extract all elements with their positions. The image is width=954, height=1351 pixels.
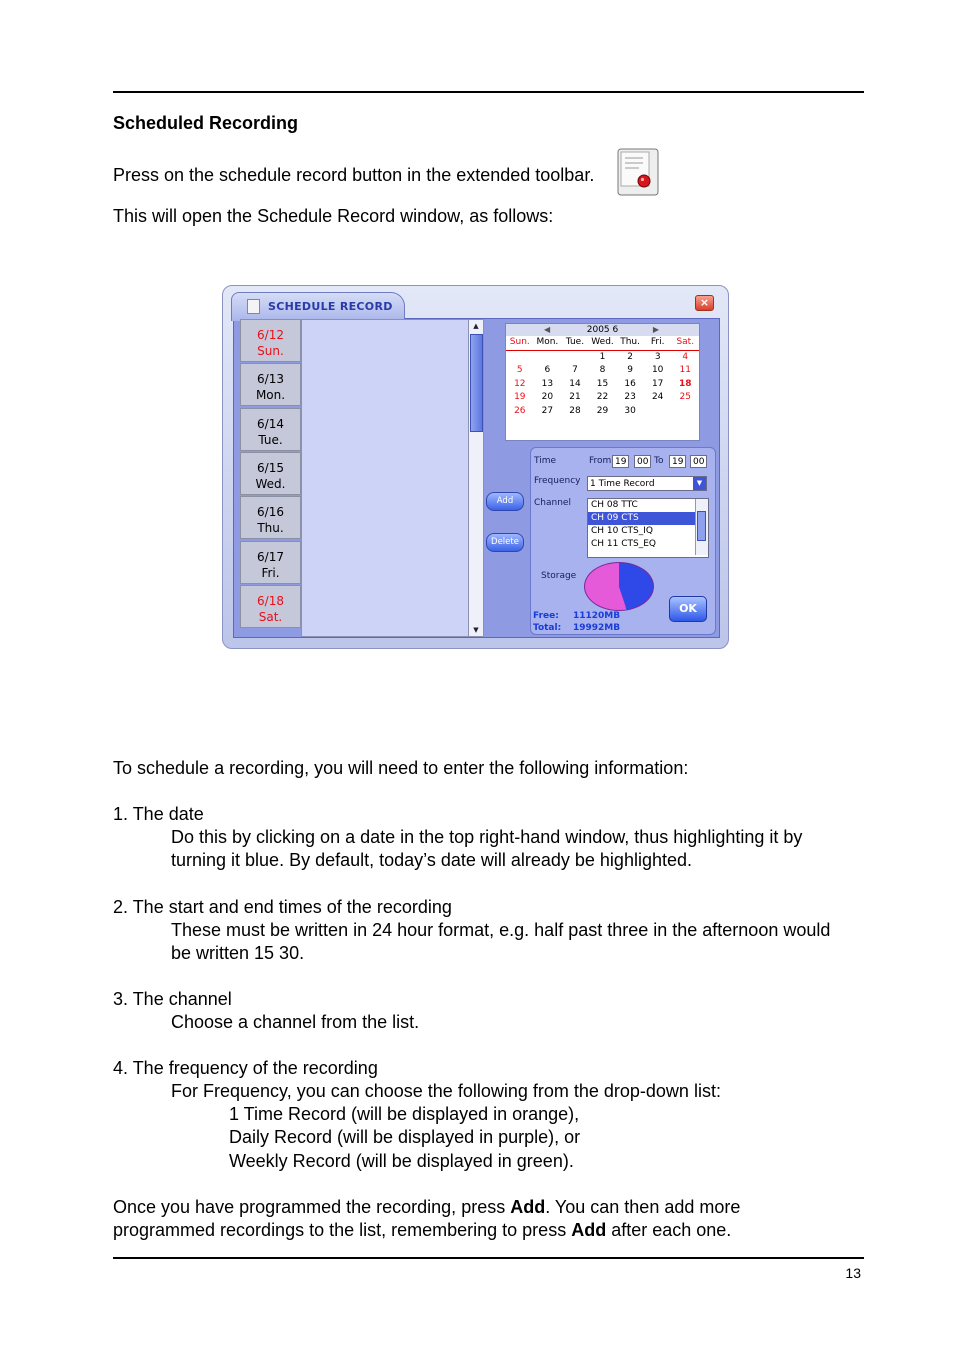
to-hour-input[interactable]: 19 bbox=[669, 455, 686, 468]
closing-add-1: Add bbox=[510, 1197, 546, 1217]
scroll-thumb[interactable] bbox=[470, 334, 483, 432]
time-label: Time bbox=[534, 456, 557, 466]
closing-text-c: programmed recordings to the list, remembering to press bbox=[113, 1220, 572, 1240]
item-2-line-1: These must be written in 24 hour format, e.g. half past three in the afternoon would bbox=[171, 920, 831, 940]
item-1-title: 1. The date bbox=[113, 804, 204, 824]
calendar-day[interactable]: 21 bbox=[569, 392, 581, 402]
calendar-week-row bbox=[506, 391, 699, 405]
scroll-down-icon[interactable]: ▼ bbox=[473, 626, 479, 634]
channel-list[interactable] bbox=[587, 498, 709, 558]
day-name: Tue. bbox=[258, 432, 283, 447]
calendar-day[interactable]: 9 bbox=[627, 365, 633, 375]
calendar-day[interactable]: 27 bbox=[541, 405, 554, 416]
day-date: 6/16 bbox=[257, 505, 284, 520]
calendar-day[interactable]: 28 bbox=[569, 405, 581, 416]
calendar-day[interactable]: 15 bbox=[596, 378, 609, 389]
calendar-day[interactable]: 26 bbox=[514, 405, 526, 416]
calendar-day[interactable]: 16 bbox=[624, 378, 636, 389]
record-settings-panel bbox=[530, 447, 716, 635]
day-date: 6/17 bbox=[257, 549, 284, 564]
weekday-label: Wed. bbox=[591, 337, 614, 347]
frequency-label: Frequency bbox=[534, 476, 581, 486]
prev-month-icon[interactable]: ◀ bbox=[544, 325, 551, 334]
day-name: Thu. bbox=[257, 521, 284, 536]
calendar-day[interactable]: 1 bbox=[599, 351, 606, 362]
closing-add-2: Add bbox=[571, 1220, 607, 1240]
closing-line-1 bbox=[113, 1196, 740, 1219]
item-3-title: 3. The channel bbox=[113, 989, 232, 1009]
day-tab[interactable] bbox=[240, 408, 301, 451]
day-tab[interactable] bbox=[240, 452, 301, 495]
schedule-record-window bbox=[222, 285, 729, 649]
calendar-weekday-row bbox=[506, 336, 699, 351]
calendar-day[interactable]: 25 bbox=[679, 392, 691, 402]
calendar-day[interactable]: 29 bbox=[596, 405, 609, 416]
day-date: 6/15 bbox=[257, 460, 284, 475]
schedule-list[interactable] bbox=[301, 319, 470, 637]
calendar-day[interactable]: 2 bbox=[627, 351, 633, 362]
item-4-option-1: 1 Time Record (will be displayed in orange), bbox=[229, 1104, 580, 1124]
dialog-title: SCHEDULE RECORD bbox=[268, 300, 393, 313]
section-heading: Scheduled Recording bbox=[113, 113, 299, 133]
calendar-day bbox=[561, 351, 589, 365]
calendar-day[interactable]: 10 bbox=[651, 365, 664, 375]
weekday-label: Sun. bbox=[509, 337, 530, 347]
intro-line-2: This will open the Schedule Record window, as follows: bbox=[113, 206, 554, 226]
calendar-day[interactable]: 17 bbox=[651, 378, 664, 389]
free-value: 11120MB bbox=[573, 611, 621, 621]
calendar-day[interactable]: 13 bbox=[541, 378, 554, 389]
frequency-select[interactable] bbox=[587, 476, 707, 491]
delete-button[interactable]: Delete bbox=[486, 533, 524, 552]
channel-item[interactable]: CH 10 CTS_IQ bbox=[591, 526, 653, 536]
day-name: Mon. bbox=[255, 388, 286, 403]
channel-label: Channel bbox=[534, 498, 571, 508]
next-month-icon[interactable]: ▶ bbox=[652, 325, 659, 334]
calendar-day bbox=[534, 351, 562, 365]
calendar-day[interactable]: 3 bbox=[654, 351, 661, 362]
calendar-day[interactable]: 22 bbox=[596, 392, 609, 402]
calendar-day[interactable]: 14 bbox=[569, 378, 581, 389]
day-tab[interactable] bbox=[240, 319, 301, 362]
storage-label: Storage bbox=[541, 571, 577, 581]
day-date: 6/14 bbox=[257, 416, 284, 431]
calendar-day[interactable]: 30 bbox=[624, 405, 636, 416]
channel-scroll-thumb[interactable] bbox=[697, 511, 706, 541]
calendar-day[interactable]: 18 bbox=[678, 378, 692, 389]
calendar-day[interactable]: 7 bbox=[572, 365, 578, 375]
calendar-day[interactable]: 6 bbox=[544, 365, 551, 375]
item-1-line-2: turning it blue. By default, today’s date will already be highlighted. bbox=[171, 850, 692, 870]
item-2-line-2: be written 15 30. bbox=[171, 943, 305, 963]
add-button[interactable]: Add bbox=[486, 492, 524, 511]
calendar-day bbox=[644, 405, 672, 419]
calendar-day[interactable]: 23 bbox=[624, 392, 636, 402]
intro-line-1: Press on the schedule record button in the extended toolbar. bbox=[113, 165, 595, 185]
chevron-down-icon[interactable]: ▼ bbox=[693, 477, 706, 490]
item-4-option-2: Daily Record (will be displayed in purple), or bbox=[229, 1127, 581, 1147]
free-label: Free: bbox=[533, 611, 559, 621]
schedule-list-scrollbar[interactable] bbox=[468, 319, 484, 637]
day-tab[interactable] bbox=[240, 363, 301, 406]
item-4-option-3: Weekly Record (will be displayed in green). bbox=[229, 1151, 574, 1171]
weekday-label: Mon. bbox=[536, 337, 559, 347]
item-4-line-1: For Frequency, you can choose the following from the drop-down list: bbox=[171, 1081, 721, 1101]
day-name: Sat. bbox=[258, 609, 283, 624]
calendar-day[interactable]: 11 bbox=[679, 365, 691, 375]
bottom-rule bbox=[113, 1257, 864, 1259]
scroll-up-icon[interactable]: ▲ bbox=[473, 322, 479, 330]
document-icon bbox=[247, 299, 260, 314]
weekday-label: Tue. bbox=[565, 337, 585, 347]
closing-text-d: after each one. bbox=[606, 1220, 732, 1240]
calendar-day[interactable]: 12 bbox=[514, 378, 526, 389]
calendar-day[interactable]: 8 bbox=[599, 365, 606, 375]
day-date: 6/12 bbox=[257, 328, 284, 342]
to-minute-input[interactable]: 00 bbox=[690, 455, 707, 468]
total-label: Total: bbox=[533, 623, 562, 633]
closing-text-a: Once you have programmed the recording, press bbox=[113, 1197, 511, 1217]
day-tab[interactable] bbox=[240, 541, 301, 584]
schedule-record-toolbar-icon bbox=[617, 148, 659, 196]
top-rule bbox=[113, 91, 864, 93]
calendar-day[interactable]: 20 bbox=[541, 392, 554, 402]
day-name: Fri. bbox=[261, 565, 280, 580]
from-label: From bbox=[589, 456, 612, 466]
to-label: To bbox=[654, 456, 664, 466]
closing-line-2 bbox=[113, 1219, 731, 1242]
ok-button[interactable]: OK bbox=[669, 596, 707, 622]
channel-item[interactable]: CH 08 TTC bbox=[591, 500, 638, 510]
day-date: 6/18 bbox=[257, 593, 284, 608]
item-2-title: 2. The start and end times of the recording bbox=[113, 897, 452, 917]
calendar bbox=[505, 323, 700, 441]
weekday-label: Fri. bbox=[650, 337, 665, 347]
channel-item[interactable]: CH 09 CTS bbox=[588, 512, 695, 525]
calendar-month: 2005 6 bbox=[586, 325, 619, 335]
item-1-line-1: Do this by clicking on a date in the top right-hand window, thus highlighting it by bbox=[171, 827, 803, 847]
from-hour-input[interactable]: 19 bbox=[612, 455, 629, 468]
calendar-week-row bbox=[506, 378, 699, 392]
calendar-day bbox=[506, 351, 534, 365]
day-name: Wed. bbox=[255, 476, 286, 491]
calendar-header bbox=[506, 324, 699, 336]
day-tab[interactable] bbox=[240, 585, 301, 628]
from-minute-input[interactable]: 00 bbox=[634, 455, 651, 468]
day-name: Sun. bbox=[257, 344, 284, 358]
weekday-label: Thu. bbox=[620, 337, 640, 347]
instructions-intro: To schedule a recording, you will need to enter the following information: bbox=[113, 758, 689, 778]
item-4-title: 4. The frequency of the recording bbox=[113, 1058, 378, 1078]
weekday-label: Sat. bbox=[676, 337, 695, 347]
frequency-value: 1 Time Record bbox=[590, 479, 655, 489]
close-button[interactable]: × bbox=[695, 295, 714, 311]
calendar-day[interactable]: 19 bbox=[514, 392, 526, 402]
storage-pie-chart bbox=[584, 562, 654, 611]
channel-item[interactable]: CH 11 CTS_EQ bbox=[591, 539, 656, 549]
calendar-day[interactable]: 4 bbox=[682, 351, 689, 362]
calendar-week-row bbox=[506, 405, 699, 419]
calendar-grid bbox=[506, 336, 699, 418]
calendar-day[interactable]: 24 bbox=[651, 392, 664, 402]
channel-scrollbar[interactable] bbox=[695, 499, 708, 555]
day-date: 6/13 bbox=[257, 372, 284, 387]
calendar-week-row bbox=[506, 351, 699, 365]
calendar-week-row bbox=[506, 364, 699, 378]
page-number: 13 bbox=[845, 1265, 861, 1281]
calendar-day[interactable]: 5 bbox=[516, 365, 523, 375]
closing-text-b: . You can then add more bbox=[545, 1197, 741, 1217]
day-tab[interactable] bbox=[240, 496, 301, 539]
item-3-line-1: Choose a channel from the list. bbox=[171, 1012, 420, 1032]
calendar-day bbox=[671, 405, 699, 419]
total-value: 19992MB bbox=[573, 623, 621, 633]
